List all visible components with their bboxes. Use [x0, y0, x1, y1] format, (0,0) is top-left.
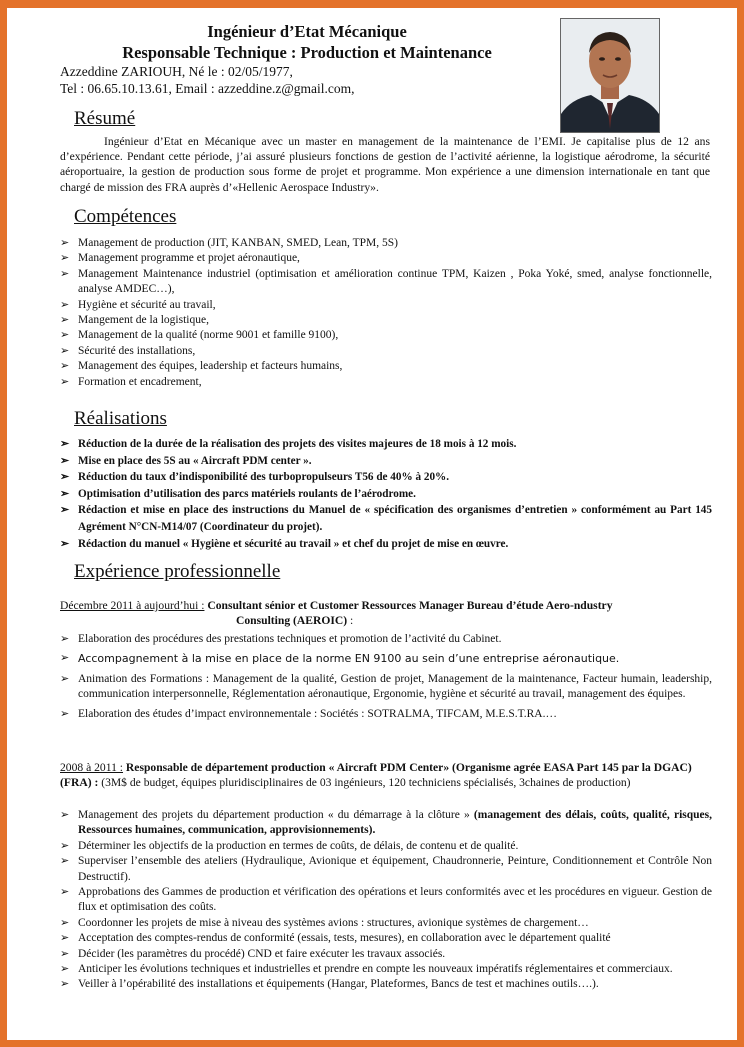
arrow-bullet-icon: ➢: [60, 454, 70, 467]
arrow-bullet-icon: ➢: [60, 504, 70, 517]
arrow-bullet-icon: ➢: [60, 344, 70, 357]
cv-title: Ingénieur d’Etat Mécanique: [207, 22, 407, 41]
job2-task: ➢ Coordonner les projets de mise à niveau des systèmes avions : structures, avionique systèmes de chargement…: [60, 916, 712, 931]
job1-tasks: [60, 632, 712, 722]
job1-task: ➢ Animation des Formations : Management de la qualité, Gestion de projet, Management de la maintenance, Facteur humain, leadership, communication interpersonnelle, Réglementation aéronautique, Ergonomie, hygiène et sécurité au travail, management des équipes.: [60, 672, 712, 701]
competence-item: ➢ Management Maintenance industriel (optimisation et amélioration continue TPM, Kaizen , Poka Yoké, smed, analyse fonctionnelle, analyse AMDEC…),: [60, 267, 712, 296]
job2-tasks: [60, 808, 712, 993]
realisation-item: ➢ Rédaction du manuel « Hygiène et sécurité au travail » et chef du projet de mise en œuvre.: [60, 536, 712, 553]
cv-subtitle: Responsable Technique : Production et Maintenance: [122, 43, 492, 62]
arrow-bullet-icon: ➢: [60, 932, 70, 945]
arrow-bullet-icon: ➢: [60, 978, 70, 991]
job2-title: Responsable de département production « Aircraft PDM Center» (Organisme agrée EASA Part 145 par la DGAC) (FRA) :: [60, 761, 692, 790]
arrow-bullet-icon: ➢: [60, 537, 70, 550]
arrow-bullet-icon: ➢: [60, 487, 70, 500]
contact-line: Tel : 06.65.10.13.61, Email : azzeddine.z@gmail.com,: [60, 81, 355, 96]
arrow-bullet-icon: ➢: [60, 360, 70, 373]
experience-heading: Expérience professionnelle: [74, 561, 281, 582]
realisation-item: ➢ Rédaction et mise en place des instructions du Manuel de « spécification des organismes d’entretien » conformément au Part 145 Agrément N°CN-M14/07 (Coordinateur du projet).: [60, 504, 712, 533]
arrow-bullet-icon: ➢: [60, 652, 70, 665]
arrow-bullet-icon: ➢: [60, 375, 70, 388]
job2-task: ➢ Management des projets du département production « du démarrage à la clôture » (management des délais, coûts, qualité, risques, Ressources humaines, communication, approvisionnements).: [60, 809, 712, 837]
job1-task: ➢ Elaboration des procédures des prestations techniques et promotion de l’activité du Cabinet.: [60, 632, 712, 647]
job2-task: ➢ Approbations des Gammes de production et vérification des opérations et leurs conformités avec et les procédures en vigueur. Gestion de flux et optimisation des coûts.: [60, 886, 712, 914]
realisation-item: ➢ Réduction de la durée de la réalisation des projets des visites majeures de 18 mois à 12 mois.: [60, 436, 712, 453]
job1-task: ➢ Elaboration des études d’impact environnementale : Sociétés : SOTRALMA, TIFCAM, M.E.S.T.RA.…: [60, 707, 712, 722]
resume-text: Ingénieur d’Etat en Mécanique avec un master en management de la maintenance de l’EMI. Je capitalise plus de 12 ans d’expérience. Pendant cette période, j’ai assuré plusieurs fonctions de gestion de l’activité aérienne, la logistique aérodrome, la sécurité aéroportuaire, la gestion de production sous forme de projet et programme. Mon expérience a une dimension internationale en tant que chargé de mission des FRA auprès d’«Hellenic Aerospace Industry».: [60, 135, 710, 194]
job1-task: ➢ Accompagnement à la mise en place de la norme EN 9100 au sein d’une entreprise aéronautique.: [60, 652, 620, 666]
resume-heading: Résumé: [74, 108, 136, 129]
competence-item: ➢ Management de production (JIT, KANBAN, SMED, Lean, TPM, 5S): [60, 236, 712, 251]
arrow-bullet-icon: ➢: [60, 267, 70, 280]
realisations-heading: Réalisations: [74, 408, 167, 429]
job2-header: [60, 760, 715, 791]
competences-list: [60, 236, 712, 390]
job2-task: ➢ Anticiper les évolutions techniques et industrielles et prendre en compte les nouveaux impératifs réglementaires et commerciaux.: [60, 962, 712, 977]
job2-task: ➢ Décider (les paramètres du procédé) CND et faire exécuter les travaux associés.: [60, 947, 712, 962]
name-line: Azzeddine ZARIOUH, Né le : 02/05/1977,: [60, 64, 293, 79]
job1-header: Décembre 2011 à aujourd’hui : Consultant sénior et Customer Ressources Manager Bureau d’étude Aero-ndustry Consulting (AEROIC) :: [60, 599, 613, 628]
job2-task: ➢ Veiller à l’opérabilité des installations et équipements (Hangar, Plateformes, Bancs de test et machines outils….).: [60, 977, 712, 992]
job1-date: Décembre 2011 à aujourd’hui :: [60, 599, 205, 612]
realisation-item: ➢ Optimisation d’utilisation des parcs matériels roulants de l’aérodrome.: [60, 486, 712, 503]
arrow-bullet-icon: ➢: [60, 471, 70, 484]
competence-item: ➢ Management de la qualité (norme 9001 et famille 9100),: [60, 328, 712, 343]
arrow-bullet-icon: ➢: [60, 672, 70, 685]
competence-item: ➢ Formation et encadrement,: [60, 375, 712, 390]
arrow-bullet-icon: ➢: [60, 707, 70, 720]
competences-heading: Compétences: [74, 206, 177, 227]
realisations-list: [60, 436, 712, 552]
arrow-bullet-icon: ➢: [60, 947, 70, 960]
realisation-item: ➢ Réduction du taux d’indisponibilité des turbopropulseurs T56 de 40% à 20%.: [60, 469, 712, 486]
arrow-bullet-icon: ➢: [60, 855, 70, 868]
competence-item: ➢ Management des équipes, leadership et facteurs humains,: [60, 359, 712, 374]
arrow-bullet-icon: ➢: [60, 438, 70, 450]
competence-item: ➢ Mangement de la logistique,: [60, 313, 712, 328]
arrow-bullet-icon: ➢: [60, 916, 70, 929]
job1-title-cont: Consulting (AEROIC): [236, 614, 348, 628]
arrow-bullet-icon: ➢: [60, 237, 70, 249]
cv-page: [7, 8, 737, 1040]
arrow-bullet-icon: ➢: [60, 839, 70, 852]
arrow-bullet-icon: ➢: [60, 252, 70, 265]
portrait-image: [561, 19, 659, 132]
arrow-bullet-icon: ➢: [60, 633, 70, 645]
arrow-bullet-icon: ➢: [60, 886, 70, 899]
arrow-bullet-icon: ➢: [60, 329, 70, 342]
arrow-bullet-icon: ➢: [60, 314, 70, 327]
arrow-bullet-icon: ➢: [60, 809, 70, 821]
arrow-bullet-icon: ➢: [60, 298, 70, 311]
profile-photo: [560, 18, 660, 133]
arrow-bullet-icon: ➢: [60, 963, 70, 976]
realisation-item: ➢ Mise en place des 5S au « Aircraft PDM center ».: [60, 453, 712, 470]
job2-date: 2008 à 2011 :: [60, 761, 124, 774]
job2-details: (3M$ de budget, équipes pluridisciplinaires de 03 ingénieurs, 120 techniciens spécialisés, 3chaines de production): [98, 776, 631, 790]
job2-task: ➢ Superviser l’ensemble des ateliers (Hydraulique, Avionique et équipement, Chaudronnerie, Peinture, Conditionnement et Contrôle Non Destructif).: [60, 855, 712, 883]
competence-item: ➢ Sécurité des installations,: [60, 344, 712, 359]
job1-title: Consultant sénior et Customer Ressources Manager Bureau d’étude Aero-ndustry: [207, 599, 613, 612]
job2-task: ➢ Acceptation des comptes-rendus de conformité (essais, tests, mesures), en collaboration avec le département qualité: [60, 931, 712, 946]
job2-task: ➢ Déterminer les objectifs de la production en termes de coûts, de délais, de contenu et de qualité.: [60, 839, 712, 854]
competence-item: ➢ Management programme et projet aéronautique,: [60, 251, 712, 266]
competence-item: ➢ Hygiène et sécurité au travail,: [60, 298, 712, 313]
